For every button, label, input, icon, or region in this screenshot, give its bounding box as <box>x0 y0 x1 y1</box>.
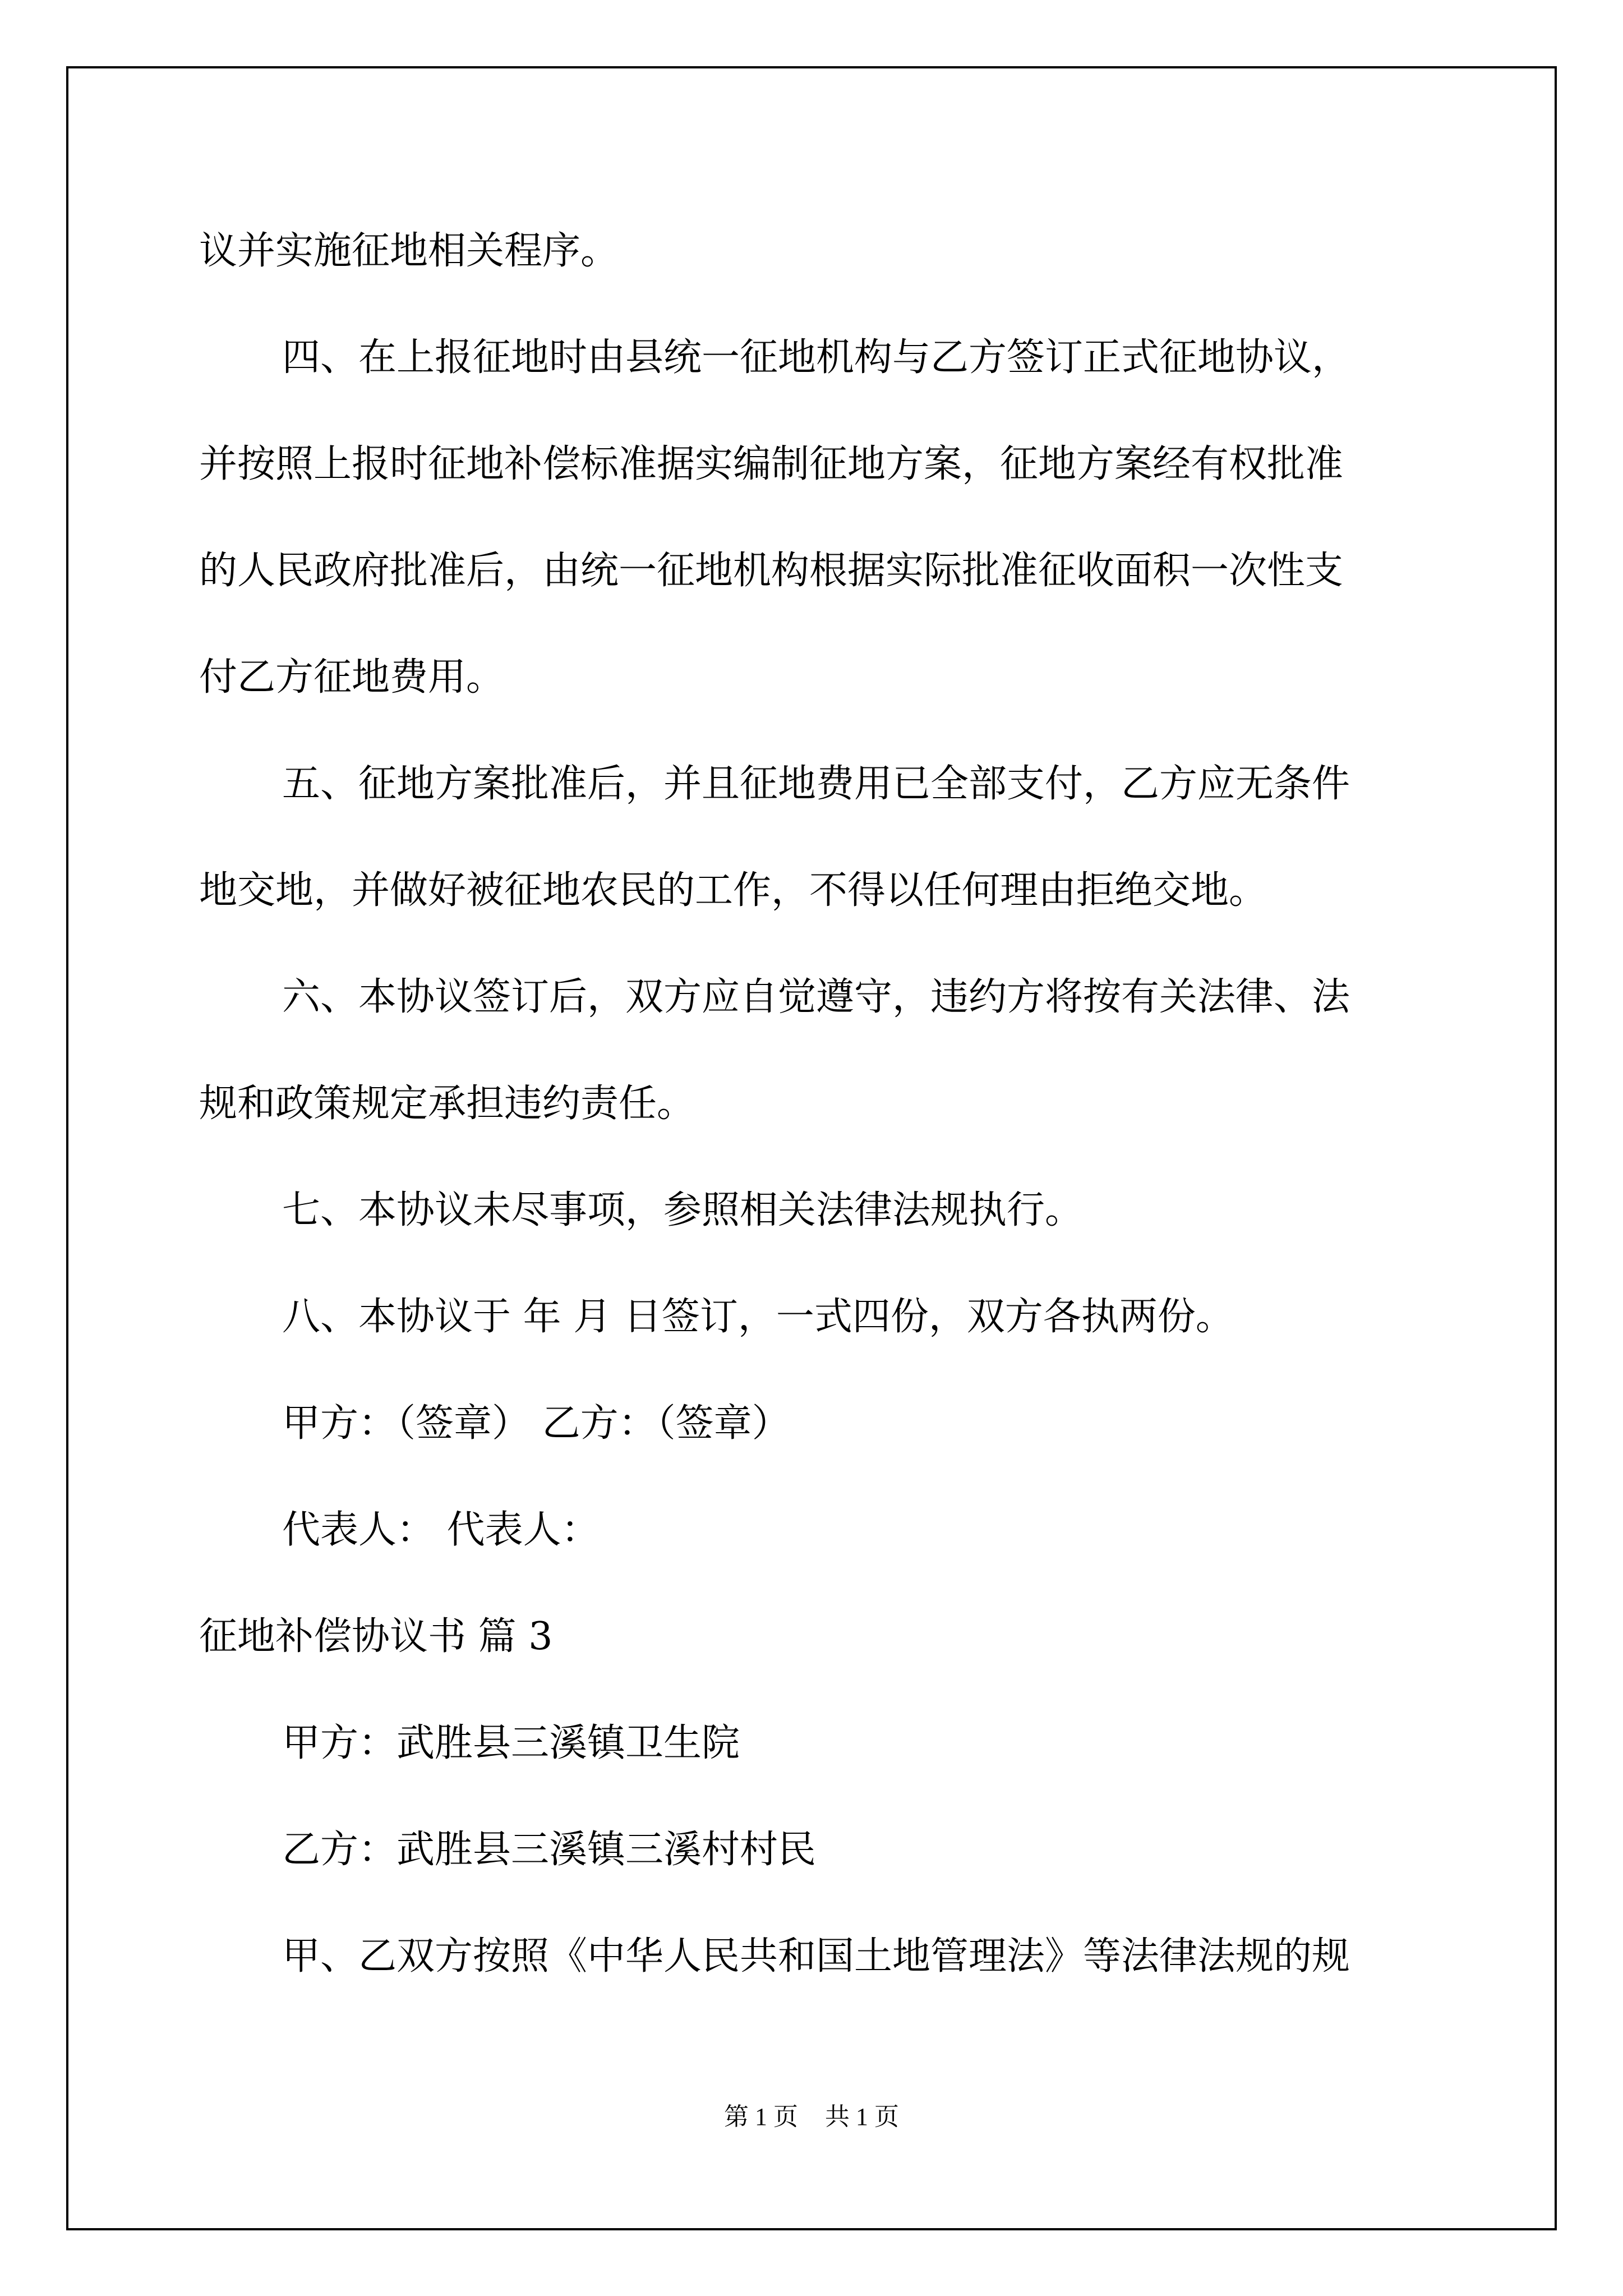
text-line: 五、征地方案批准后，并且征地费用已全部支付，乙方应无条件 <box>282 762 1350 806</box>
text-line: 规和政策规定承担违约责任。 <box>199 1082 695 1126</box>
text-line: 六、本协议签订后，双方应自觉遵守，违约方将按有关法律、法 <box>282 975 1350 1019</box>
page-total: 共 1 页 <box>825 2103 899 2131</box>
representative-line: 代表人： 代表人： <box>282 1508 600 1552</box>
page-number: 第 1 页 <box>724 2103 798 2131</box>
text-line: 七、本协议未尽事项，参照相关法律法规执行。 <box>282 1188 1083 1232</box>
text-line: 甲、乙双方按照《中华人民共和国土地管理法》等法律法规的规 <box>282 1934 1350 1978</box>
signature-line: 甲方：（签章） 乙方：（签章） <box>282 1401 790 1446</box>
text-line: 八、本协议于 年 月 日签订，一式四份，双方各执两份。 <box>282 1295 1234 1339</box>
text-line: 付乙方征地费用。 <box>199 655 505 700</box>
party-b-line: 乙方：武胜县三溪镇三溪村村民 <box>282 1828 817 1872</box>
page-footer <box>0 2102 1623 2132</box>
text-line: 并按照上报时征地补偿标准据实编制征地方案，征地方案经有权批准 <box>199 442 1344 486</box>
text-line: 议并实施征地相关程序。 <box>199 229 619 273</box>
section-heading: 征地补偿协议书 篇 3 <box>199 1614 553 1659</box>
text-line: 的人民政府批准后，由统一征地机构根据实际批准征收面积一次性支 <box>199 549 1344 593</box>
party-a-line: 甲方：武胜县三溪镇卫生院 <box>282 1721 740 1765</box>
text-line: 地交地，并做好被征地农民的工作，不得以任何理由拒绝交地。 <box>199 868 1267 913</box>
text-line: 四、在上报征地时由县统一征地机构与乙方签订正式征地协议， <box>282 335 1350 380</box>
page-border <box>66 66 1557 2230</box>
